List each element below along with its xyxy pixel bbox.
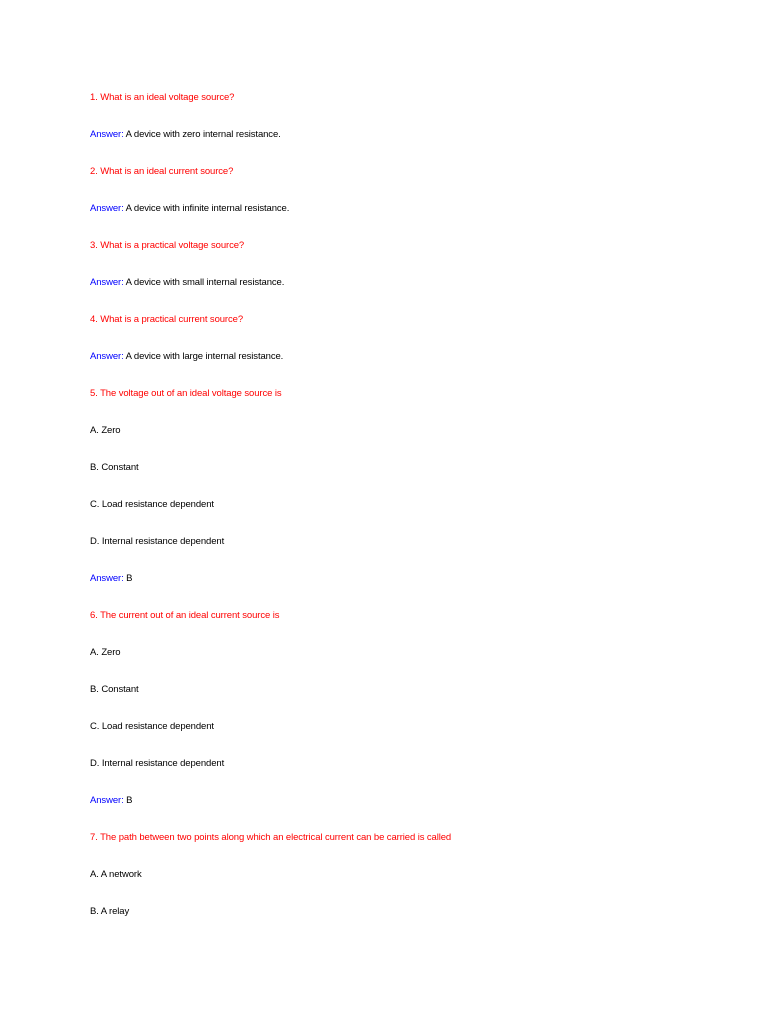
option-text: D. Internal resistance dependent <box>90 536 225 547</box>
question-6-option-d <box>90 758 224 770</box>
answer-text: A device with zero internal resistance. <box>123 129 281 140</box>
answer-label: Answer: <box>90 203 124 214</box>
question-7-option-b <box>90 906 129 918</box>
option-text: C. Load resistance dependent <box>90 499 214 510</box>
answer-label: Answer: <box>90 351 124 362</box>
option-text: A. Zero <box>90 647 121 658</box>
question-3 <box>90 240 244 252</box>
answer-5 <box>90 573 132 585</box>
question-5-option-c <box>90 499 214 511</box>
option-text: B. A relay <box>90 906 130 917</box>
option-text: C. Load resistance dependent <box>90 721 214 732</box>
answer-text: A device with small internal resistance. <box>123 277 285 288</box>
question-6-option-a <box>90 647 120 659</box>
question-6-option-c <box>90 721 214 733</box>
option-text: B. Constant <box>90 684 139 695</box>
answer-label: Answer: <box>90 277 124 288</box>
answer-text: B <box>123 795 133 806</box>
question-text: 6. The current out of an ideal current source is <box>90 610 280 621</box>
question-text: 4. What is a practical current source? <box>90 314 244 325</box>
question-4 <box>90 314 243 326</box>
question-5-option-a <box>90 425 120 437</box>
question-7-option-a <box>90 869 142 881</box>
question-text: 5. The voltage out of an ideal voltage source is <box>90 388 282 399</box>
answer-3 <box>90 277 284 289</box>
answer-text: B <box>123 573 133 584</box>
option-text: A. Zero <box>90 425 121 436</box>
answer-label: Answer: <box>90 129 124 140</box>
question-5-option-b <box>90 462 139 474</box>
question-text: 3. What is a practical voltage source? <box>90 240 245 251</box>
question-6 <box>90 610 279 622</box>
answer-2 <box>90 203 289 215</box>
question-2 <box>90 166 233 178</box>
option-text: B. Constant <box>90 462 139 473</box>
answer-text: A device with infinite internal resistance. <box>123 203 290 214</box>
answer-6 <box>90 795 132 807</box>
question-5 <box>90 388 282 400</box>
question-text: 1. What is an ideal voltage source? <box>90 92 235 103</box>
question-text: 2. What is an ideal current source? <box>90 166 234 177</box>
answer-label: Answer: <box>90 795 124 806</box>
option-text: A. A network <box>90 869 142 880</box>
question-text: 7. The path between two points along which an electrical current can be carried is called <box>90 832 452 843</box>
answer-1 <box>90 129 281 141</box>
answer-4 <box>90 351 283 363</box>
question-7 <box>90 832 451 844</box>
question-5-option-d <box>90 536 224 548</box>
question-1 <box>90 92 234 104</box>
answer-label: Answer: <box>90 573 124 584</box>
option-text: D. Internal resistance dependent <box>90 758 225 769</box>
question-6-option-b <box>90 684 139 696</box>
answer-text: A device with large internal resistance. <box>123 351 284 362</box>
